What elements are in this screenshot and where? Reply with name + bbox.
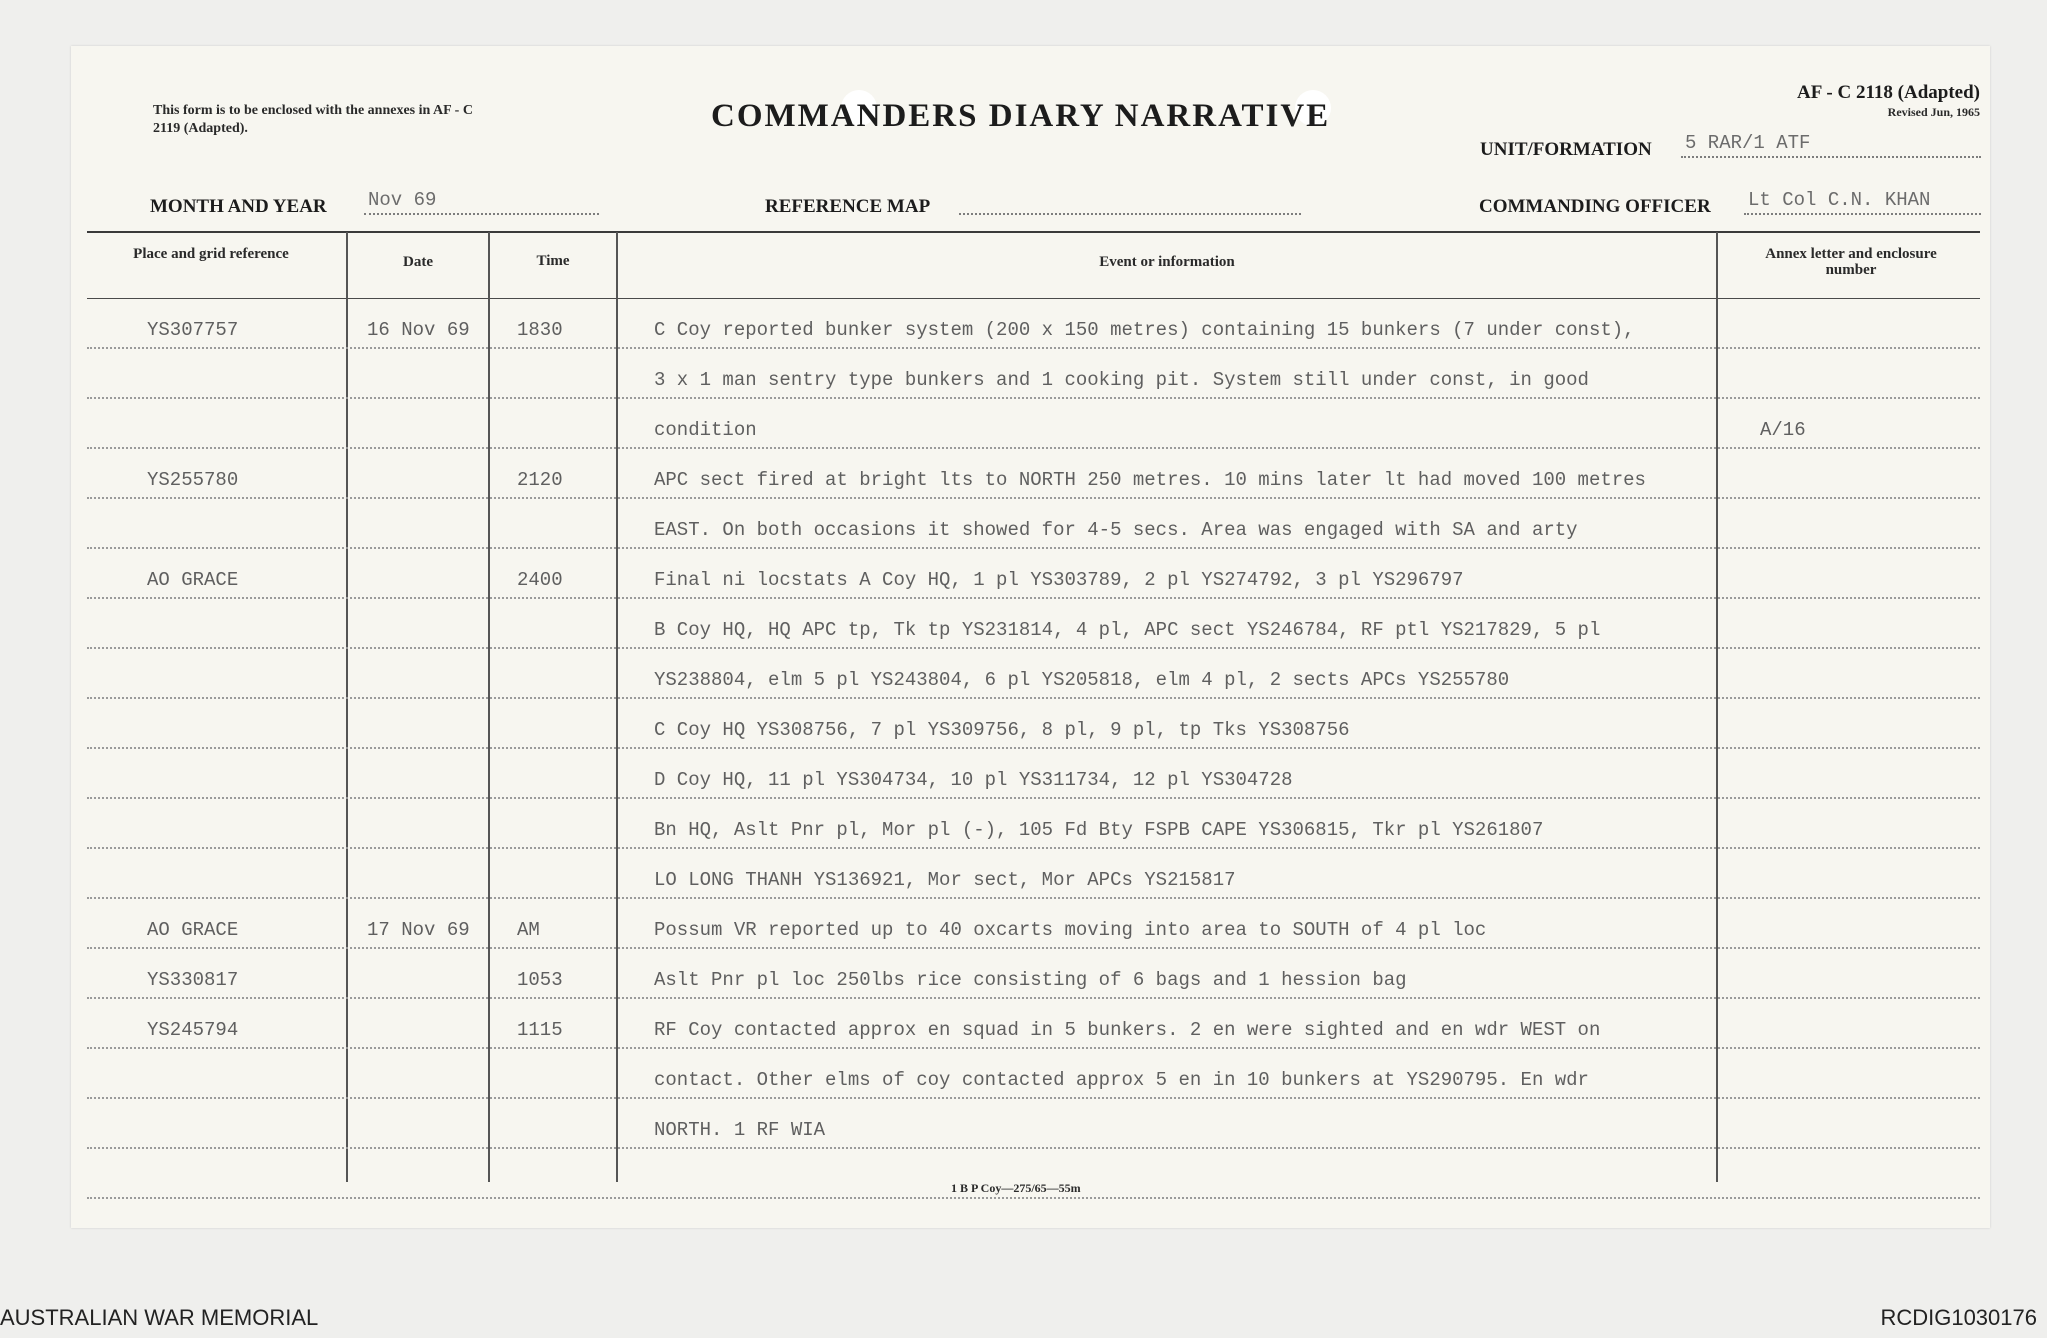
table-row — [87, 749, 1980, 799]
date-cell: 16 Nov 69 — [367, 319, 470, 341]
table-row — [87, 949, 1980, 999]
event-cell: APC sect fired at bright lts to NORTH 250 metres. 10 mins later lt had moved 100 metres — [654, 469, 1646, 491]
col-header-event: Event or information — [1099, 254, 1235, 270]
time-cell: 1830 — [517, 319, 563, 341]
table-row — [87, 999, 1980, 1049]
commanding-officer-label: COMMANDING OFFICER — [1479, 196, 1711, 217]
col-header-annex: Annex letter and enclosure number — [1765, 246, 1937, 278]
time-cell: 1053 — [517, 969, 563, 991]
table-row — [87, 899, 1980, 949]
form-revision: Revised Jun, 1965 — [1887, 105, 1980, 119]
event-cell: EAST. On both occasions it showed for 4-5 secs. Area was engaged with SA and arty — [654, 519, 1578, 541]
event-cell: RF Coy contacted approx en squad in 5 bunkers. 2 en were sighted and en wdr WEST on — [654, 1019, 1601, 1041]
annex-cell: A/16 — [1760, 419, 1806, 441]
reference-map-label: REFERENCE MAP — [765, 196, 931, 217]
place-cell: YS307757 — [147, 319, 239, 341]
watermark-right: RCDIG1030176 — [1880, 1305, 2037, 1330]
event-cell: B Coy HQ, HQ APC tp, Tk tp YS231814, 4 pl, APC sect YS246784, RF ptl YS217829, 5 pl — [654, 619, 1601, 641]
time-cell: AM — [517, 919, 540, 941]
table-row — [87, 449, 1980, 499]
table-row — [87, 549, 1980, 599]
date-cell: 17 Nov 69 — [367, 919, 470, 941]
table-row — [87, 649, 1980, 699]
col-header-place: Place and grid reference — [133, 246, 289, 262]
event-cell: D Coy HQ, 11 pl YS304734, 10 pl YS311734, 12 pl YS304728 — [654, 769, 1293, 791]
table-row — [87, 799, 1980, 849]
table-row — [87, 399, 1980, 449]
table-row — [87, 499, 1980, 549]
col-header-time: Time — [536, 253, 570, 269]
month-year-value: Nov 69 — [364, 189, 599, 215]
table-row — [87, 349, 1980, 399]
event-cell: C Coy reported bunker system (200 x 150 metres) containing 15 bunkers (7 under const), — [654, 319, 1635, 341]
event-cell: YS238804, elm 5 pl YS243804, 6 pl YS205818, elm 4 pl, 2 sects APCs YS255780 — [654, 669, 1510, 691]
table-top-rule — [87, 231, 1980, 233]
event-cell: condition — [654, 419, 757, 441]
event-cell: contact. Other elms of coy contacted approx 5 en in 10 bunkers at YS290795. En wdr — [654, 1069, 1589, 1091]
table-row — [87, 1099, 1980, 1149]
watermark-left: AUSTRALIAN WAR MEMORIAL — [0, 1305, 319, 1330]
event-cell: Aslt Pnr pl loc 250lbs rice consisting of 6 bags and 1 hession bag — [654, 969, 1407, 991]
printer-imprint: 1 B P Coy—275/65—55m — [951, 1181, 1081, 1195]
event-cell: Final ni locstats A Coy HQ, 1 pl YS303789, 2 pl YS274792, 3 pl YS296797 — [654, 569, 1464, 591]
table-row — [87, 699, 1980, 749]
enclosure-note: This form is to be enclosed with the annexes in AF - C 2119 (Adapted). — [153, 103, 473, 136]
commanding-officer-value: Lt Col C.N. KHAN — [1744, 189, 1981, 215]
event-cell: LO LONG THANH YS136921, Mor sect, Mor APCs YS215817 — [654, 869, 1236, 891]
col-header-date: Date — [403, 254, 433, 270]
place-cell: YS245794 — [147, 1019, 239, 1041]
month-year-label: MONTH AND YEAR — [150, 196, 327, 217]
time-cell: 2400 — [517, 569, 563, 591]
table-row — [87, 1049, 1980, 1099]
event-cell: C Coy HQ YS308756, 7 pl YS309756, 8 pl, 9 pl, tp Tks YS308756 — [654, 719, 1350, 741]
event-cell: 3 x 1 man sentry type bunkers and 1 cooking pit. System still under const, in good — [654, 369, 1589, 391]
unit-label: UNIT/FORMATION — [1480, 139, 1652, 160]
place-cell: AO GRACE — [147, 919, 239, 941]
place-cell: AO GRACE — [147, 569, 239, 591]
table-row — [87, 849, 1980, 899]
place-cell: YS255780 — [147, 469, 239, 491]
time-cell: 2120 — [517, 469, 563, 491]
event-cell: NORTH. 1 RF WIA — [654, 1119, 826, 1141]
form-id: AF - C 2118 (Adapted) — [1797, 82, 1980, 103]
table-row — [87, 299, 1980, 349]
reference-map-value — [959, 189, 1301, 215]
unit-value: 5 RAR/1 ATF — [1681, 132, 1981, 158]
event-cell: Possum VR reported up to 40 oxcarts moving into area to SOUTH of 4 pl loc — [654, 919, 1487, 941]
diary-form-sheet — [71, 46, 1990, 1228]
place-cell: YS330817 — [147, 969, 239, 991]
table-row — [87, 599, 1980, 649]
time-cell: 1115 — [517, 1019, 563, 1041]
form-title: COMMANDERS DIARY NARRATIVE — [711, 98, 1331, 134]
event-cell: Bn HQ, Aslt Pnr pl, Mor pl (-), 105 Fd Bty FSPB CAPE YS306815, Tkr pl YS261807 — [654, 819, 1544, 841]
